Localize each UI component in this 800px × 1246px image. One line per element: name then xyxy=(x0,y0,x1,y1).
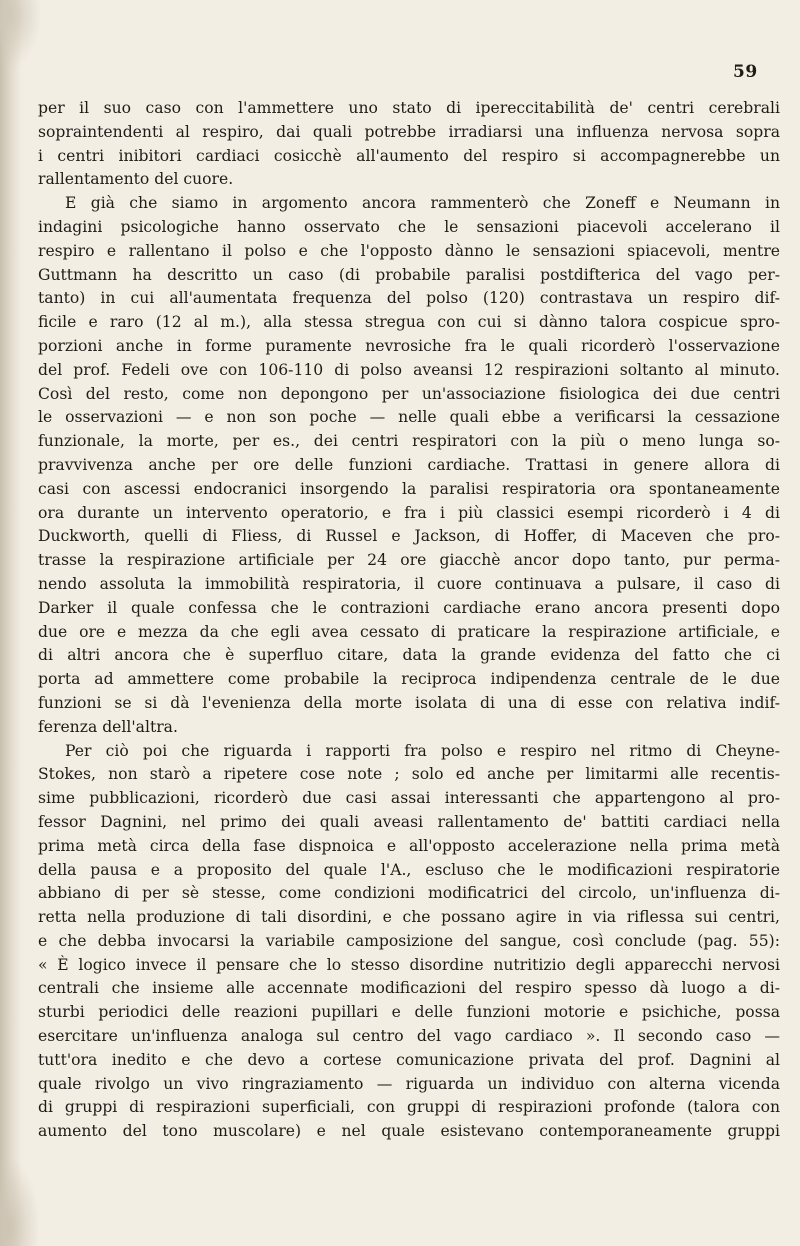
text-line: di altri ancora che è superfluo citare, data la grande evidenza del fatto che ci xyxy=(38,646,780,665)
text-line: respiro e rallentano il polso e che l'opposto dànno le sensazioni spiacevoli, mentre xyxy=(38,241,780,260)
text-line: porzioni anche in forme puramente nevrosiche fra le quali ricorderò l'osservazione xyxy=(38,336,780,355)
paragraph-3 xyxy=(38,740,780,1145)
text-line: i centri inibitori cardiaci cosicchè all'aumento del respiro si accompagnerebbe un xyxy=(38,146,780,165)
text-line: quale rivolgo un vivo ringraziamento — riguarda un individuo con alterna vicenda xyxy=(38,1074,780,1093)
text-line: Stokes, non starò a ripetere cose note ; solo ed anche per limitarmi alle recentis- xyxy=(38,765,780,784)
text-line: funzioni se si dà l'evenienza della morte isolata di una di esse con relativa indif- xyxy=(38,693,780,712)
text-line: rallentamento del cuore. xyxy=(38,170,234,189)
text-line: ficile e raro (12 al m.), alla stessa stregua con cui si dànno talora cospicue spro- xyxy=(38,313,780,332)
text-line: E già che siamo in argomento ancora rammenterò che Zoneff e Neumann in xyxy=(65,194,780,213)
paragraph-2 xyxy=(38,192,780,739)
text-line: Per ciò poi che riguarda i rapporti fra polso e respiro nel ritmo di Cheyne- xyxy=(65,741,780,760)
text-line: ferenza dell'altra. xyxy=(38,717,178,736)
text-line: porta ad ammettere come probabile la reciproca indipendenza centrale de le due xyxy=(38,670,780,689)
text-line: Darker il quale confessa che le contrazioni cardiache erano ancora presenti dopo xyxy=(38,598,780,617)
text-line: della pausa e a proposito del quale l'A., escluso che le modificazioni respiratorie xyxy=(38,860,780,879)
text-line: due ore e mezza da che egli avea cessato di praticare la respirazione artificiale, e xyxy=(38,622,780,641)
page-number: 59 xyxy=(733,62,758,82)
page-corner-stain xyxy=(0,0,42,70)
text-line: tanto) in cui all'aumentata frequenza del polso (120) contrastava un respiro dif- xyxy=(38,289,780,308)
text-body xyxy=(38,97,780,1144)
text-line: nendo assoluta la immobilità respiratoria, il cuore continuava a pulsare, il caso di xyxy=(38,574,780,593)
text-line: Così del resto, come non depongono per un'associazione fisiologica dei due centri xyxy=(38,384,780,403)
text-line: e che debba invocarsi la variabile camposizione del sangue, così conclude (pag. 55): xyxy=(38,931,780,950)
text-line: fessor Dagnini, nel primo dei quali aveasi rallentamento de' battiti cardiaci nella xyxy=(38,812,780,831)
text-line: indagini psicologiche hanno osservato che le sensazioni piacevoli accelerano il xyxy=(38,217,780,236)
page-corner-stain-bottom xyxy=(0,1156,40,1246)
text-line: aumento del tono muscolare) e nel quale esistevano contemporaneamente gruppi xyxy=(38,1122,780,1141)
text-line: prima metà circa della fase dispnoica e all'opposto accelerazione nella prima metà xyxy=(38,836,780,855)
text-line: esercitare un'influenza analoga sul centro del vago cardiaco ». Il secondo caso — xyxy=(38,1027,780,1046)
page-edge-shadow xyxy=(0,0,22,1246)
text-line: sime pubblicazioni, ricorderò due casi assai interessanti che appartengono al pro- xyxy=(38,789,780,808)
text-line: Duckworth, quelli di Fliess, di Russel e Jackson, di Hoffer, di Maceven che pro- xyxy=(38,527,780,546)
text-line: ora durante un intervento operatorio, e fra i più classici esempi ricorderò i 4 di xyxy=(38,503,780,522)
text-line: « È logico invece il pensare che lo stesso disordine nutritizio degli apparecchi nervosi xyxy=(38,955,780,974)
text-line: sopraintendenti al respiro, dai quali potrebbe irradiarsi una influenza nervosa sopra xyxy=(38,122,780,141)
text-line: centrali che insieme alle accennate modificazioni del respiro spesso dà luogo a di- xyxy=(38,979,780,998)
text-line: funzionale, la morte, per es., dei centri respiratori con la più o meno lunga so- xyxy=(38,432,780,451)
paragraph-1 xyxy=(38,97,780,192)
text-line: pravvivenza anche per ore delle funzioni cardiache. Trattasi in genere allora di xyxy=(38,455,780,474)
text-line: retta nella produzione di tali disordini, e che possano agire in via riflessa sui centri, xyxy=(38,908,780,927)
text-line: per il suo caso con l'ammettere uno stato di ipereccitabilità de' centri cerebrali xyxy=(38,99,780,117)
text-line: di gruppi di respirazioni superficiali, con gruppi di respirazioni profonde (talora con xyxy=(38,1098,780,1117)
text-line: casi con ascessi endocranici insorgendo la paralisi respiratoria ora spontaneamente xyxy=(38,479,780,498)
text-line: Guttmann ha descritto un caso (di probabile paralisi postdifterica del vago per- xyxy=(38,265,780,284)
text-line: abbiano di per sè stesse, come condizioni modificatrici del circolo, un'influenza di- xyxy=(38,884,780,903)
text-line: trasse la respirazione artificiale per 24 ore giacchè ancor dopo tanto, pur perma- xyxy=(38,551,780,570)
text-line: sturbi periodici delle reazioni pupillari e delle funzioni motorie e psichiche, possa xyxy=(38,1003,780,1022)
text-line: tutt'ora inedito e che devo a cortese comunicazione privata del prof. Dagnini al xyxy=(38,1050,780,1069)
text-line: del prof. Fedeli ove con 106-110 di polso aveansi 12 respirazioni soltanto al minuto. xyxy=(38,360,780,379)
text-line: le osservazioni — e non son poche — nelle quali ebbe a verificarsi la cessazione xyxy=(38,408,780,427)
